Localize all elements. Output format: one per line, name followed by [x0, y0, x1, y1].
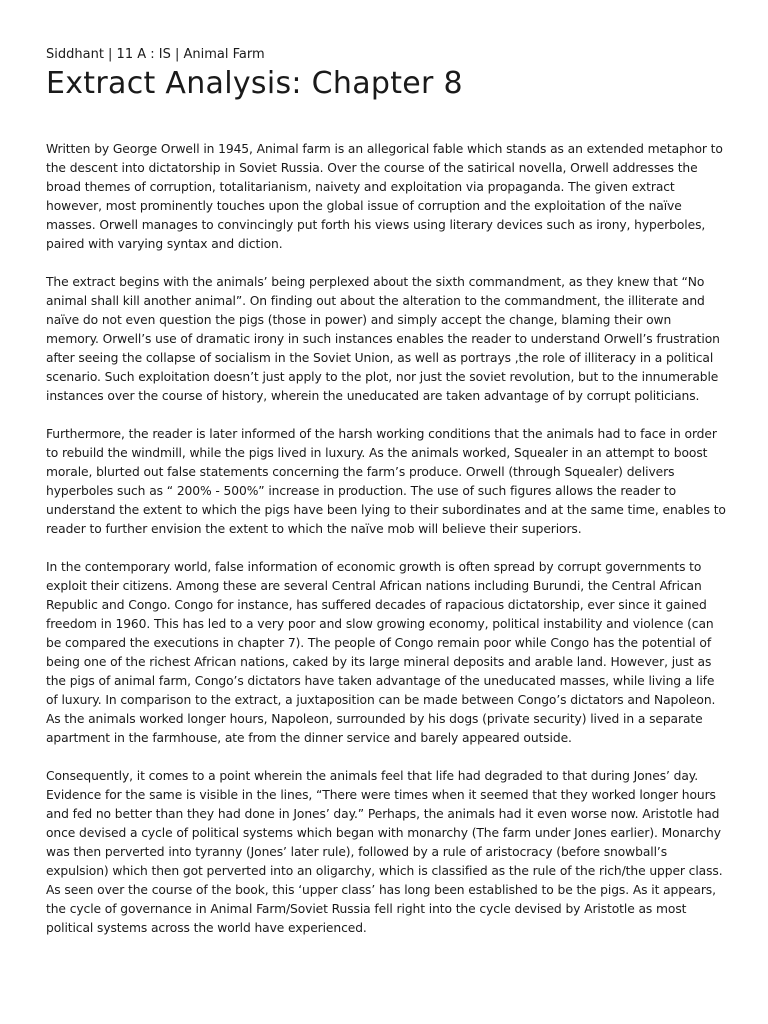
- paragraph-5: Consequently, it comes to a point wherein the animals feel that life had degraded to that during Jones’ day. Evidence for the same is visible in the lines, “There were times when it seemed that they worked longer hours and fed no better than they had done in Jones’ day.” Perhaps, the animals had it even worse now. Aristotle had once devised a cycle of political systems which began with monarchy (The farm under Jones earlier). Monarchy was then perverted into tyranny (Jones’ later rule), followed by a rule of aristocracy (before snowball’s expulsion) which then got perverted into an oligarchy, which is classified as the rule of the rich/the upper class. As seen over the course of the book, this ‘upper class’ has long been established to be the pigs. As it appears, the cycle of governance in Animal Farm/Soviet Russia fell right into the cycle devised by Aristotle as most political systems across the world have experienced.: [46, 769, 723, 935]
- paragraph-2: The extract begins with the animals’ being perplexed about the sixth commandment, as they knew that “No animal shall kill another animal”. On finding out about the alteration to the commandment, the illiterate and naïve do not even question the pigs (those in power) and simply accept the change, blaming their own memory. Orwell’s use of dramatic irony in such instances enables the reader to understand Orwell’s frustration after seeing the collapse of socialism in the Soviet Union, as well as portrays ,the role of illiteracy in a political scenario. Such exploitation doesn’t just apply to the plot, nor just the soviet revolution, but to the innumerable instances over the course of history, wherein the uneducated are taken advantage of by corrupt politicians.: [46, 275, 720, 403]
- paragraph-3: Furthermore, the reader is later informed of the harsh working conditions that the animals had to face in order to rebuild the windmill, while the pigs lived in luxury. As the animals worked, Squealer in an attempt to boost morale, blurted out false statements concerning the farm’s produce. Orwell (through Squealer) delivers hyperboles such as “ 200% - 500%” increase in production. The use of such figures allows the reader to understand the extent to which the pigs have been lying to their subordinates and at the same time, enables to reader to further envision the extent to which the naïve mob will believe their superiors.: [46, 427, 726, 536]
- document-meta-line: Siddhant | 11 A : IS | Animal Farm: [46, 47, 265, 62]
- document-body: [46, 140, 726, 938]
- document-page: [46, 46, 726, 957]
- paragraph-4: In the contemporary world, false information of economic growth is often spread by corrupt governments to exploit their citizens. Among these are several Central African nations including Burundi, the Central African Republic and Congo. Congo for instance, has suffered decades of rapacious dictatorship, ever since it gained freedom in 1960. This has led to a very poor and slow growing economy, political instability and violence (can be compared the executions in chapter 7). The people of Congo remain poor while Congo has the potential of being one of the richest African nations, caked by its large mineral deposits and arable land. However, just as the pigs of animal farm, Congo’s dictators have taken advantage of the uneducated masses, while living a life of luxury. In comparison to the extract, a juxtaposition can be made between Congo’s dictators and Napoleon. As the animals worked longer hours, Napoleon, surrounded by his dogs (private security) lived in a separate apartment in the farmhouse, ate from the dinner service and barely appeared outside.: [46, 560, 716, 745]
- paragraph-1: Written by George Orwell in 1945, Animal farm is an allegorical fable which stands as an extended metaphor to the descent into dictatorship in Soviet Russia. Over the course of the satirical novella, Orwell addresses the broad themes of corruption, totalitarianism, naivety and exploitation via propaganda. The given extract however, most prominently touches upon the global issue of corruption and the exploitation of the naïve masses. Orwell manages to convincingly put forth his views using literary devices such as irony, hyperboles, paired with varying syntax and diction.: [46, 142, 723, 251]
- document-title: Extract Analysis: Chapter 8: [46, 66, 463, 101]
